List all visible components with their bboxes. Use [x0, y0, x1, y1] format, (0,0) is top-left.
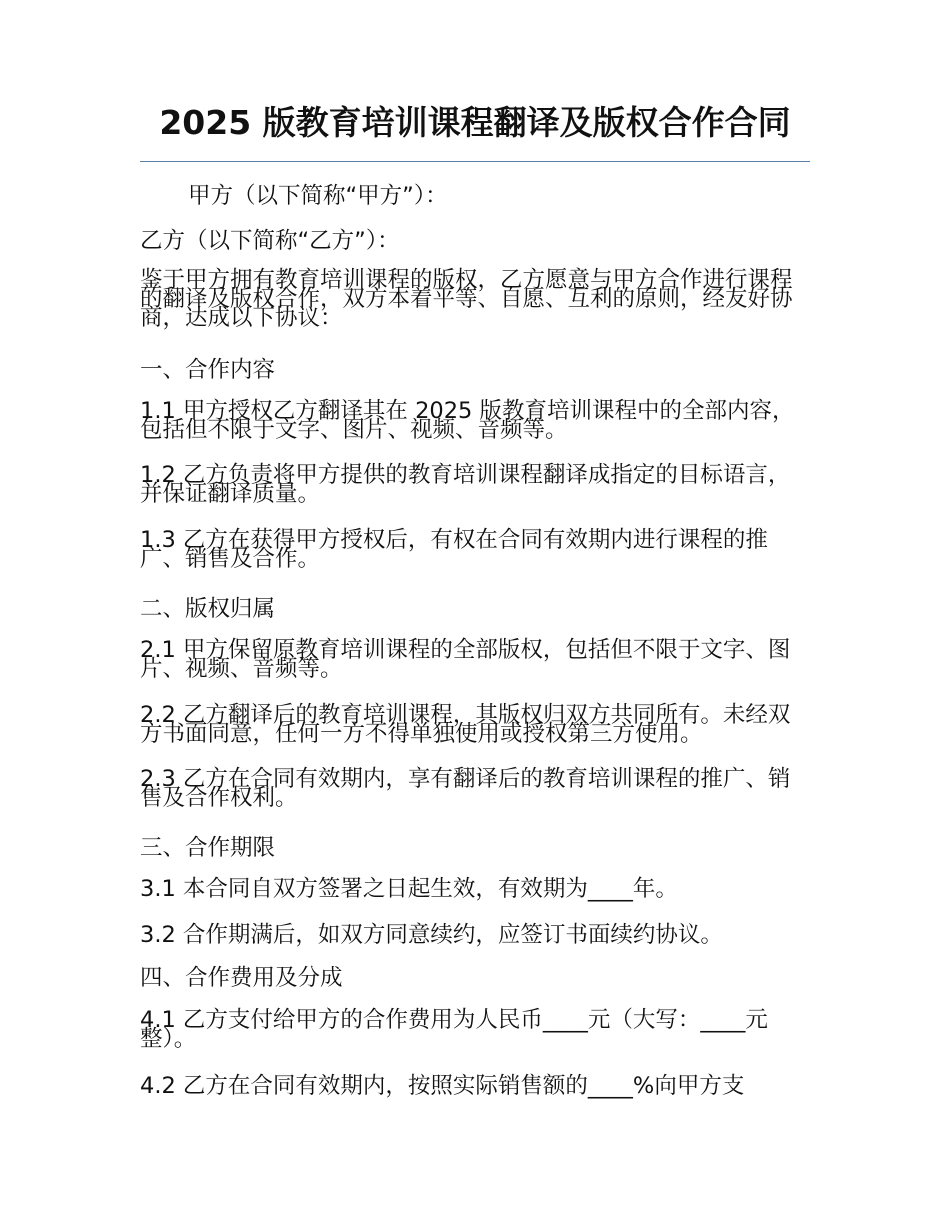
clause-4-2: 4.2 乙方在合同有效期内，按照实际销售额的____%向甲方支 — [140, 1073, 745, 1099]
clause-1-2: 1.2 乙方负责将甲方提供的教育培训课程翻译成指定的目标语言，并保证翻译质量。 — [140, 462, 791, 507]
clause-4-1: 4.1 乙方支付给甲方的合作费用为人民币____元（大写：____元整）。 — [140, 1007, 768, 1052]
clause-2-1: 2.1 甲方保留原教育培训课程的全部版权，包括但不限于文字、图片、视频、音频等。 — [140, 637, 791, 682]
section-heading-3: 三、合作期限 — [140, 835, 276, 861]
section-heading-1: 一、合作内容 — [140, 357, 276, 383]
party-a-line: 甲方（以下简称“甲方”）： — [188, 183, 448, 209]
title-underline — [140, 161, 810, 162]
clause-1-3: 1.3 乙方在获得甲方授权后，有权在合同有效期内进行课程的推广、销售及合作。 — [140, 527, 768, 572]
party-b-line: 乙方（以下简称“乙方”）： — [140, 228, 400, 254]
preamble-paragraph: 鉴于甲方拥有教育培训课程的版权，乙方愿意与甲方合作进行课程的翻译及版权合作，双方本着平等、自愿、互利的原则，经友好协商，达成以下协议： — [140, 267, 793, 331]
clause-2-3: 2.3 乙方在合同有效期内，享有翻译后的教育培训课程的推广、销售及合作权利。 — [140, 766, 791, 811]
clause-2-2: 2.2 乙方翻译后的教育培训课程，其版权归双方共同所有。未经双方书面同意，任何一方不得单独使用或授权第三方使用。 — [140, 702, 791, 747]
document-title: 2025 版教育培训课程翻译及版权合作合同 — [159, 103, 791, 142]
clause-3-1: 3.1 本合同自双方签署之日起生效，有效期为____年。 — [140, 876, 678, 902]
section-heading-2: 二、版权归属 — [140, 596, 276, 622]
clause-3-2: 3.2 合作期满后，如双方同意续约，应签订书面续约协议。 — [140, 922, 723, 948]
clause-1-1: 1.1 甲方授权乙方翻译其在 2025 版教育培训课程中的全部内容，包括但不限于文字、图片、视频、音频等。 — [140, 398, 795, 443]
section-heading-4: 四、合作费用及分成 — [140, 965, 343, 991]
